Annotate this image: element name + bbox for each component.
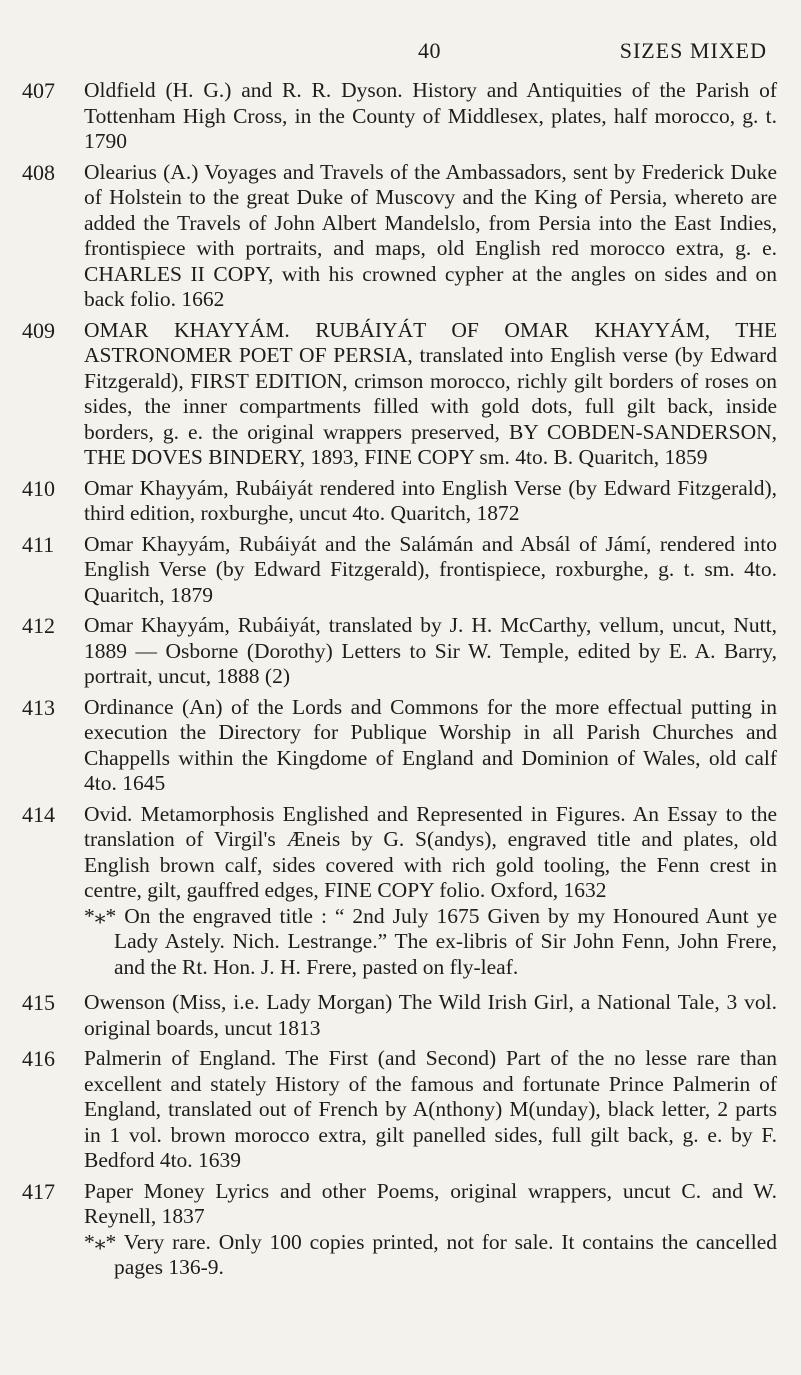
lot-number: 410 <box>22 475 55 501</box>
catalogue-entry-416 <box>22 1046 777 1174</box>
entry-description: OMAR KHAYYÁM. RUBÁIYÁT OF OMAR KHAYYÁM, THE ASTRONOMER POET OF PERSIA, translated into English verse (by Edward Fitzgerald), FIRST EDITION, crimson morocco, richly gilt borders of roses on sides, the inner compartments filled with gold dots, full gilt back, inside borders, g. e. the original wrappers preserved, BY COBDEN-SANDERSON, THE DOVES BINDERY, 1893, FINE COPY sm. 4to. B. Quaritch, 1859 <box>84 317 777 469</box>
entry-body <box>84 990 777 1041</box>
lot-number: 417 <box>22 1178 55 1204</box>
entry-description: Omar Khayyám, Rubáiyát and the Salámán and Absál of Jámí, rendered into English Verse (by Edward Fitzgerald), frontispiece, roxburghe, g. t. sm. 4to. Quaritch, 1879 <box>84 531 777 607</box>
entry-body <box>84 532 777 609</box>
entry-note: *⁎* On the engraved title : “ 2nd July 1675 Given by my Honoured Aunt ye Lady Astely. Nich. Lestrange.” The ex-libris of Sir John Fenn, John Frere, and the Rt. Hon. J. H. Frere, pasted on fly-leaf. <box>84 903 777 979</box>
catalogue-entry-417 <box>22 1179 777 1286</box>
lot-number: 412 <box>22 613 55 638</box>
catalogue-entry-411 <box>22 532 777 609</box>
entry-description: Owenson (Miss, i.e. Lady Morgan) The Wild Irish Girl, a National Tale, 3 vol. original boards, uncut 1813 <box>84 990 777 1040</box>
entry-body <box>84 613 777 690</box>
entry-note: *⁎* Very rare. Only 100 copies printed, not for sale. It contains the cancelled pages 136-9. <box>84 1229 777 1279</box>
entry-body <box>84 160 777 313</box>
catalogue-entry-415 <box>22 990 777 1041</box>
lot-number: 409 <box>22 317 55 343</box>
catalogue-entry-407 <box>22 78 777 155</box>
entry-description: Olearius (A.) Voyages and Travels of the Ambassadors, sent by Frederick Duke of Holstein to the great Duke of Muscovy and the King of Persia, whereto are added the Travels of John Albert Mandelslo, from Persia into the East Indies, frontispiece with portraits, and maps, old English red morocco extra, g. e. CHARLES II COPY, with his crowned cypher at the angles on sides and on back folio. 1662 <box>84 159 777 311</box>
lot-number: 413 <box>22 694 55 720</box>
entry-description: Ordinance (An) of the Lords and Commons for the more effectual putting in execution the Directory for Publique Worship in all Parish Churches and Chappells within the Kingdome of England and Dominion of Wales, old calf 4to. 1645 <box>84 694 777 795</box>
lot-number: 415 <box>22 990 55 1015</box>
entry-description: Omar Khayyám, Rubáiyát, translated by J. H. McCarthy, vellum, uncut, Nutt, 1889 — Osborne (Dorothy) Letters to Sir W. Temple, edited by E. A. Barry, portrait, uncut, 1888 (2) <box>84 613 777 688</box>
entry-body <box>84 318 777 471</box>
entry-description: Omar Khayyám, Rubáiyát rendered into English Verse (by Edward Fitzgerald), third edition, roxburghe, uncut 4to. Quaritch, 1872 <box>84 475 777 525</box>
entry-body <box>84 1046 777 1174</box>
lot-number: 408 <box>22 159 55 185</box>
page-number: 40 <box>418 38 441 63</box>
section-title: SIZES MIXED <box>619 38 767 63</box>
entry-description: Palmerin of England. The First (and Second) Part of the no lesse rare than excellent and stately History of the famous and fortunate Prince Palmerin of England, translated out of French by A(nthony) M(unday), black letter, 2 parts in 1 vol. brown morocco extra, gilt panelled sides, full gilt back, g. e. by F. Bedford 4to. 1639 <box>84 1046 777 1172</box>
running-head <box>22 38 777 78</box>
entry-body <box>84 695 777 797</box>
catalogue-entry-410 <box>22 476 777 527</box>
lot-number: 407 <box>22 78 55 103</box>
entry-description: Paper Money Lyrics and other Poems, original wrappers, uncut C. and W. Reynell, 1837 <box>84 1178 777 1228</box>
lot-number: 414 <box>22 801 55 827</box>
catalogue-entry-408 <box>22 160 777 313</box>
lot-number: 416 <box>22 1046 55 1071</box>
entry-body <box>84 802 777 986</box>
catalogue-entry-409 <box>22 318 777 471</box>
lot-number: 411 <box>22 531 55 557</box>
catalogue-entry-414 <box>22 802 777 986</box>
entry-description: Ovid. Metamorphosis Englished and Represented in Figures. An Essay to the translation of Virgil's Æneis by G. S(andys), engraved title and plates, old English brown calf, sides covered with rich gold tooling, the Fenn crest in centre, gilt, gauffred edges, FINE COPY folio. Oxford, 1632 <box>84 801 777 902</box>
entry-body <box>84 1179 777 1286</box>
catalogue-entries <box>22 78 777 1286</box>
entry-body <box>84 476 777 527</box>
catalogue-entry-413 <box>22 695 777 797</box>
entry-body <box>84 78 777 155</box>
catalogue-entry-412 <box>22 613 777 690</box>
entry-description: Oldfield (H. G.) and R. R. Dyson. History and Antiquities of the Parish of Tottenham High Cross, in the County of Middlesex, plates, half morocco, g. t. 1790 <box>84 78 777 153</box>
